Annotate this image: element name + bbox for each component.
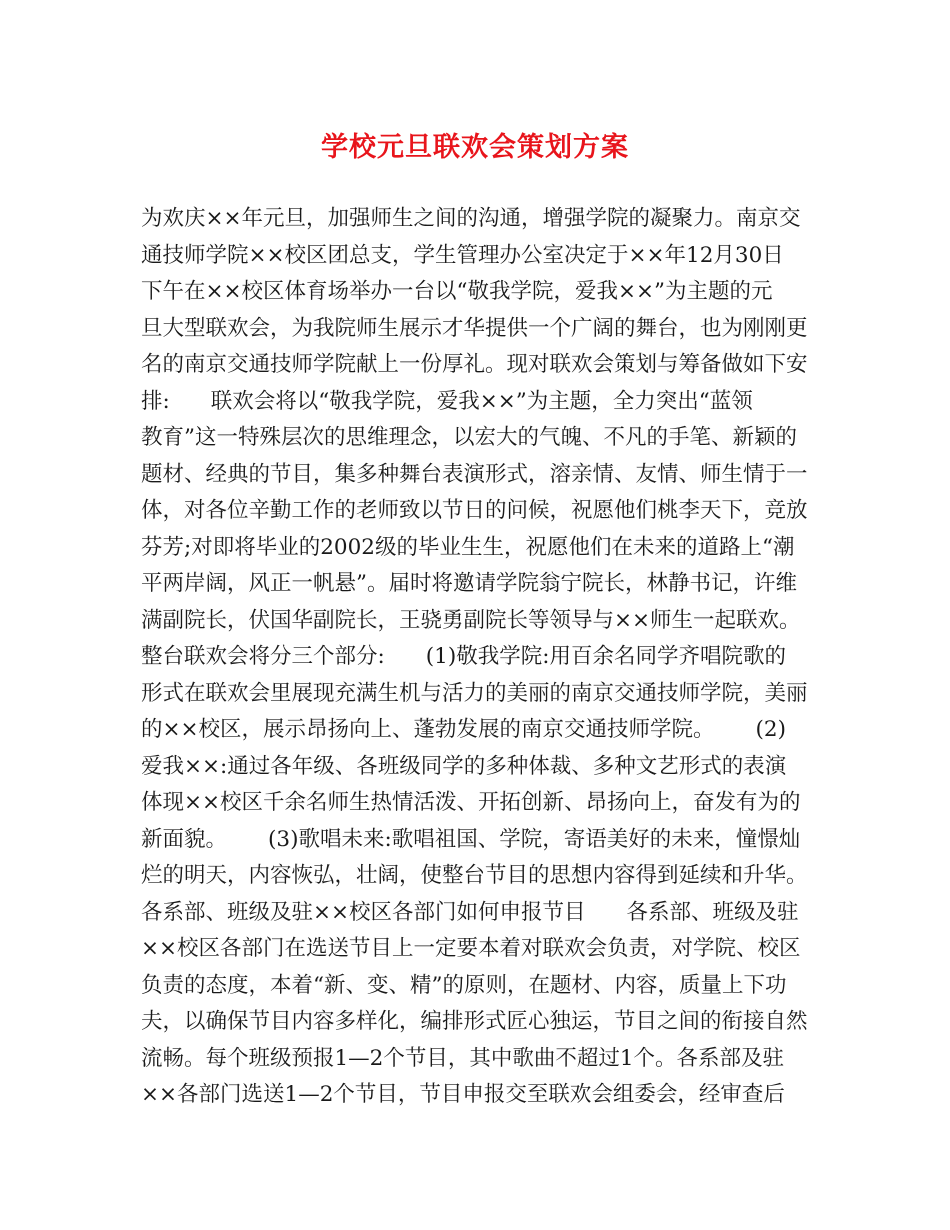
body-line: 整台联欢会将分三个部分: (1)敬我学院:用百余名同学齐唱院歌的 xyxy=(141,644,786,669)
body-line: 平两岸阔，风正一帆悬”。届时将邀请学院翁宁院长，林静书记，许维 xyxy=(141,571,797,596)
body-line: 体现××校区千余名师生热情活泼、开拓创新、昂扬向上，奋发有为的 xyxy=(141,790,801,815)
body-line: 名的南京交通技师学院献上一份厚礼。现对联欢会策划与筹备做如下安 xyxy=(141,352,808,377)
body-line: 为欢庆××年元旦，加强师生之间的沟通，增强学院的凝聚力。南京交 xyxy=(141,206,801,231)
body-line: 满副院长，伏国华副院长，王骁勇副院长等领导与××师生一起联欢。 xyxy=(141,607,801,633)
body-line: 题材、经典的节目，集多种舞台表演形式，溶亲情、友情、师生情于一 xyxy=(141,461,808,487)
body-line: 夫，以确保节目内容多样化，编排形式匠心独运，节目之间的衔接自然 xyxy=(141,1009,808,1034)
body-line: 负责的态度，本着“新、变、精”的原则，在题材、内容，质量上下功 xyxy=(141,972,787,998)
document-title: 学校元旦联欢会策划方案 xyxy=(321,132,629,163)
body-line: 下午在××校区体育场举办一台以“敬我学院，爱我××”为主题的元 xyxy=(141,279,773,304)
body-line: 的××校区，展示昂扬向上、蓬勃发展的南京交通技师学院。 (2) xyxy=(141,717,786,742)
body-line: 流畅。每个班级预报1—2个节目，其中歌曲不超过1个。各系部及驻 xyxy=(141,1045,785,1071)
body-line: 新面貌。 (3)歌唱未来:歌唱祖国、学院，寄语美好的未来，憧憬灿 xyxy=(141,826,801,852)
body-line: 芬芳;对即将毕业的2002级的毕业生生，祝愿他们在未来的道路上“潮 xyxy=(141,534,795,560)
body-line: 各系部、班级及驻××校区各部门如何申报节目 各系部、班级及驻 xyxy=(141,899,799,925)
body-line: 形式在联欢会里展现充满生机与活力的美丽的南京交通技师学院，美丽 xyxy=(141,680,808,706)
body-line: 旦大型联欢会，为我院师生展示才华提供一个广阔的舞台，也为刚刚更 xyxy=(141,315,808,341)
body-line: 排: 联欢会将以“敬我学院，爱我××”为主题，全力突出“蓝领 xyxy=(141,388,753,414)
body-line: 爱我××:通过各年级、各班级同学的多种体裁、多种文艺形式的表演 xyxy=(141,753,787,779)
body-line: 通技师学院××校区团总支，学生管理办公室决定于××年12月30日 xyxy=(141,242,784,268)
body-line: 教育”这一特殊层次的思维理念，以宏大的气魄、不凡的手笔、新颖的 xyxy=(141,425,797,450)
body-line: ××校区各部门在选送节目上一定要本着对联欢会负责，对学院、校区 xyxy=(141,936,801,961)
document-body xyxy=(141,201,821,1114)
body-line: 体，对各位辛勤工作的老师致以节日的问候，祝愿他们桃李天下，竞放 xyxy=(141,498,808,523)
body-line: ××各部门选送1—2个节目，节目申报交至联欢会组委会，经审查后 xyxy=(141,1082,785,1107)
body-line: 烂的明天，内容恢弘，壮阔，使整台节目的思想内容得到延续和升华。 xyxy=(141,863,808,888)
